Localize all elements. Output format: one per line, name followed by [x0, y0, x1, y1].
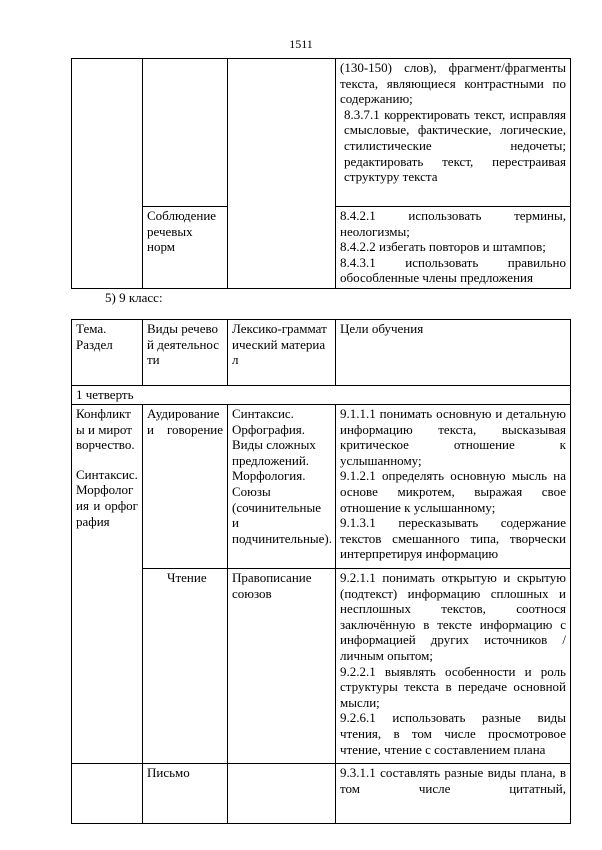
goal-text: 8.4.2.2 избегать повторов и штампов;: [340, 239, 546, 255]
goal-text: 9.1.2.1 определять основную мысль на основе микротем, выражая свое отношение к услышанному;: [340, 468, 566, 515]
table-row: [72, 405, 571, 569]
activity-cell: Чтение: [143, 569, 228, 764]
goal-text: 8.4.3.1 использовать правильно обособленные члены предложения: [340, 254, 566, 286]
goal-text: 9.2.2.1 выявлять особенности и роль структуры текста в передаче основной мысли;: [340, 663, 566, 710]
goals-cell: [336, 764, 571, 824]
goals-cell: [336, 207, 571, 289]
topic-text: Конфликты и миротворчество.: [76, 406, 135, 453]
topic-cell: [72, 405, 143, 764]
goal-text: 9.2.1.1 понимать открытую и скрытую (подтекст) информацию сплошных и несплошных текстов, соотнося заключённую в тексте информацию с информацией других источников /личным опытом;: [340, 570, 566, 663]
activity-cell: Аудирование и говорение: [143, 405, 228, 569]
goals-cell: [336, 569, 571, 764]
goal-text: 9.1.3.1 пересказывать содержание текстов смешанного типа, творчески интерпретируя информацию: [340, 515, 566, 562]
activity-cell: [143, 59, 228, 207]
header-goals: Цели обучения: [336, 320, 571, 386]
goal-text: 8.3.7.1 корректировать текст, исправляя смысловые, фактические, логические, стилистические недочеты; редактировать текст, перестраивая структуру текста: [344, 106, 566, 185]
quarter-label: 1 четверть: [72, 386, 571, 405]
goal-text: 9.3.1.1 составлять разные виды плана, в том числе цитатный,: [340, 765, 566, 796]
table-row: [72, 59, 571, 207]
topic-cell: [72, 59, 143, 289]
quarter-row: [72, 386, 571, 405]
material-cell: [228, 59, 336, 289]
curriculum-table-continued: [71, 58, 571, 289]
goal-text: 8.4.2.1 использовать термины, неологизмы;: [340, 208, 566, 239]
header-topic: Тема. Раздел: [72, 320, 143, 386]
topic-cell: [72, 764, 143, 824]
goals-cell: [336, 405, 571, 569]
goal-text: (130-150) слов), фрагмент/фрагменты текста, являющиеся контрастными по содержанию;: [340, 60, 566, 107]
header-activity: Виды речевой деятельности: [143, 320, 228, 386]
table-header-row: [72, 320, 571, 386]
page-number: 1511: [289, 37, 313, 51]
activity-cell: Письмо: [143, 764, 228, 824]
material-cell: [228, 764, 336, 824]
table-row: [72, 569, 571, 764]
header-material: Лексико-грамматический материал: [228, 320, 336, 386]
goal-text: 9.2.6.1 использовать разные виды чтения, в том числе просмотровое чтение, чтение с составлением плана: [340, 710, 566, 757]
section-item: 5) 9 класс:: [105, 290, 163, 305]
curriculum-table: [71, 319, 571, 824]
table-row: [72, 764, 571, 824]
material-cell: Синтаксис. Орфография. Виды сложных предложений. Морфология. Союзы (сочинительные и подчинительные).: [228, 405, 336, 569]
material-cell: Правописание союзов: [228, 569, 336, 764]
activity-cell: Соблюдение речевых норм: [143, 207, 228, 289]
goals-cell: [336, 59, 571, 207]
topic-text: Синтаксис. Морфология и орфография: [76, 466, 138, 529]
goal-text: 9.1.1.1 понимать основную и детальную информацию текста, высказывая критическое отношение к услышанному;: [340, 406, 566, 468]
